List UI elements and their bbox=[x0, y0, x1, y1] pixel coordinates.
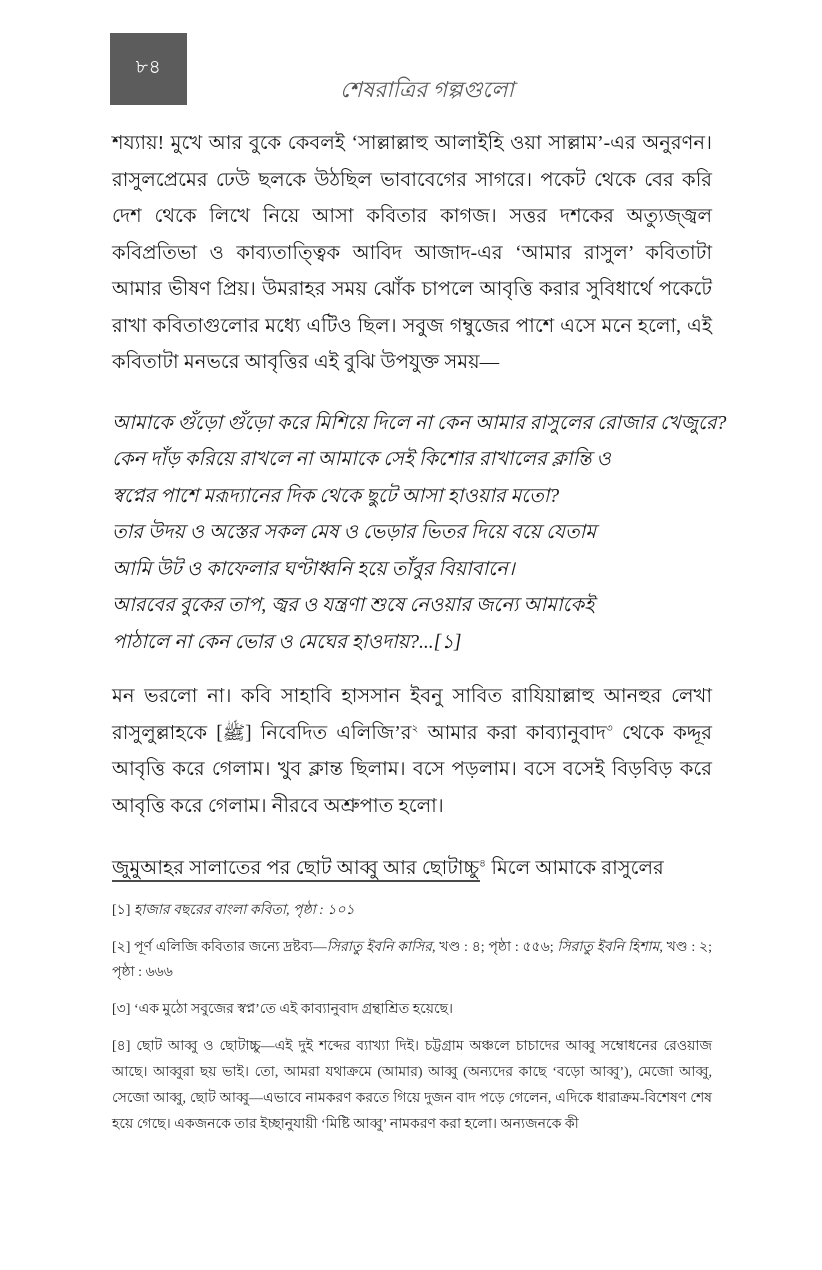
footnote-2-title-2: সিরাতু ইবনি হিশাম bbox=[557, 940, 660, 955]
poem-line: কেন দাঁড় করিয়ে রাখলে না আমাকে সেই কিশোর রাখালের ক্লান্তি ও bbox=[112, 449, 611, 470]
paragraph-2-text-c: আমার করা কাব্যানুবাদ bbox=[418, 722, 606, 744]
footnote-3-marker: [৩] bbox=[112, 1002, 131, 1017]
poem-line: আমি উট ও কাফেলার ঘণ্টাধ্বনি হয়ে তাঁবুর বিয়াবানে। bbox=[112, 558, 515, 580]
poem-line: স্বপ্নের পাশে মরূদ্যানের দিক থেকে ছুটে আসা হাওয়ার মতো? bbox=[112, 485, 560, 507]
footnote-2-title-1: সিরাতু ইবনি কাসির bbox=[326, 940, 432, 955]
footnote-ref-3[interactable]: ৩ bbox=[605, 722, 613, 734]
poem-line: পাঠালে না কেন ভোর ও মেঘের হাওদায়?...[১] bbox=[112, 631, 462, 653]
folio-box bbox=[110, 33, 187, 105]
footnote-4-text: ছোট আব্বু ও ছোটাচ্চু—এই দুই শব্দের ব্যাখ্যা দিই। চট্টগ্রাম অঞ্চলে চাচাদের আব্বু সম্বোধনের রেওয়াজ আছে। আব্বুরা ছয় ভাই। তো, আমরা যথাক্রমে (আমার) আব্বু (অন্যদের কাছে ‘বড়ো আব্বু’), মেজো আব্বু, সেজো আব্বু, ছোট আব্বু—এভাবে নামকরণ করতে গিয়ে দুজন বাদ পড়ে গেলেন, এদিকে ধারাক্রম-বিশেষণ শেষ হয়ে গেছে। একজনকে তার ইচ্ছানুযায়ী ‘মিষ্টি আব্বু’ নামকরণ করা হলো। অন্যজনকে কী bbox=[112, 1039, 712, 1132]
footnote-list bbox=[112, 898, 712, 1138]
footnote-2-text-b: , খণ্ড : ৪; পৃষ্ঠা : ৫৫৬; bbox=[432, 940, 558, 955]
footnote-3-text: ‘এক মুঠো সবুজের স্বপ্ন’তে এই কাব্যানুবাদ গ্রন্থাশ্রিত হয়েছে। bbox=[130, 1002, 454, 1017]
paragraph-spacer bbox=[112, 825, 712, 851]
text-column bbox=[112, 126, 727, 888]
poem-block bbox=[112, 382, 727, 680]
running-title: শেষরাত্রির গল্পগুলো bbox=[340, 77, 514, 102]
poem-line: আমাকে গুঁড়ো গুঁড়ো করে মিশিয়ে দিলে না কেন আমার রাসুলের রোজার খেজুরে? bbox=[112, 412, 727, 434]
footnote-2-marker: [২] bbox=[112, 940, 131, 955]
poem-line: আরবের বুকের তাপ, জ্বর ও যন্ত্রণা শুষে নেওয়ার জন্যে আমাকেই bbox=[112, 595, 595, 616]
page-number: ৮৪ bbox=[135, 57, 162, 78]
footnote-1-text: হাজার বছরের বাংলা কবিতা, পৃষ্ঠা : ১০১ bbox=[130, 903, 355, 918]
footnote-2-text-a: পূর্ণ এলিজি কবিতার জন্যে দ্রষ্টব্য— bbox=[130, 940, 327, 955]
paragraph-1: শয্যায়! মুখে আর বুকে কেবলই ‘সাল্লাল্লাহু আলাইহি ওয়া সাল্লাম’-এর অনুরণন। রাসুলপ্রেমের ঢেউ ছলকে উঠছিল ভাবাবেগের সাগরে। পকেট থেকে বের করি দেশ থেকে লিখে নিয়ে আসা কবিতার কাগজ। সত্তর দশকের অত্যুজ্জ্বল কবিপ্রতিভা ও কাব্যতাত্ত্বিক আবিদ আজাদ-এর ‘আমার রাসুল’ কবিতাটা আমার ভীষণ প্রিয়। উমরাহর সময় ঝোঁক চাপলে আবৃত্তি করার সুবিধার্থে পকেটে রাখা কবিতাগুলোর মধ্যে এটিও ছিল। সবুজ গম্বুজের পাশে এসে মনে হলো, এই কবিতাটা মনভরে আবৃত্তির এই বুঝি উপযুক্ত সময়— bbox=[112, 133, 712, 373]
footnote-2-text-c: , খণ্ড : ২; পৃষ্ঠা : ৬৬৬ bbox=[112, 940, 713, 980]
footnote-4-marker: [৪] bbox=[112, 1039, 131, 1054]
footnote-3 bbox=[112, 997, 712, 1022]
paragraph-3 bbox=[112, 851, 712, 888]
paragraph-2-text-a: মন ভরলো না। কবি সাহাবি হাসসান ইবনু সাবিত রাযিয়াল্লাহু আনহুর লেখা রাসুলুল্লাহকে [ bbox=[112, 686, 712, 744]
footnote-2 bbox=[112, 935, 712, 985]
paragraph-2-text-b: ] নিবেদিত এলিজি’র bbox=[245, 722, 412, 744]
paragraph-2 bbox=[112, 679, 712, 825]
footnote-1-marker: [১] bbox=[112, 903, 131, 918]
paragraph-3-text-a: জুমুআহর সালাতের পর ছোট আব্বু আর ছোটাচ্চু bbox=[112, 858, 480, 879]
poem-line: তার উদয় ও অস্তের সকল মেষ ও ভেড়ার ভিতর দিয়ে বয়ে যেতাম bbox=[112, 522, 597, 543]
paragraph-3-text-b: মিলে আমাকে রাসুলের bbox=[486, 858, 664, 879]
running-header bbox=[110, 33, 712, 105]
footnote-ref-2[interactable]: ২ bbox=[411, 722, 419, 734]
footnote-4 bbox=[112, 1034, 712, 1138]
footnote-separator bbox=[112, 880, 480, 882]
footnote-1 bbox=[112, 898, 712, 923]
footnote-ref-4[interactable]: ৪ bbox=[479, 857, 487, 870]
paragraph-2-text-d: থেকে কদ্দূর আবৃত্তি করে গেলাম। খুব ক্লান্ত ছিলাম। বসে পড়লাম। বসে বসেই বিড়বিড় করে আবৃত্তি করে গেলাম। নীরবে অশ্রুপাত হলো। bbox=[112, 722, 712, 817]
sallallahu-alayhi-wasallam-glyph: ﷺ bbox=[222, 722, 246, 744]
